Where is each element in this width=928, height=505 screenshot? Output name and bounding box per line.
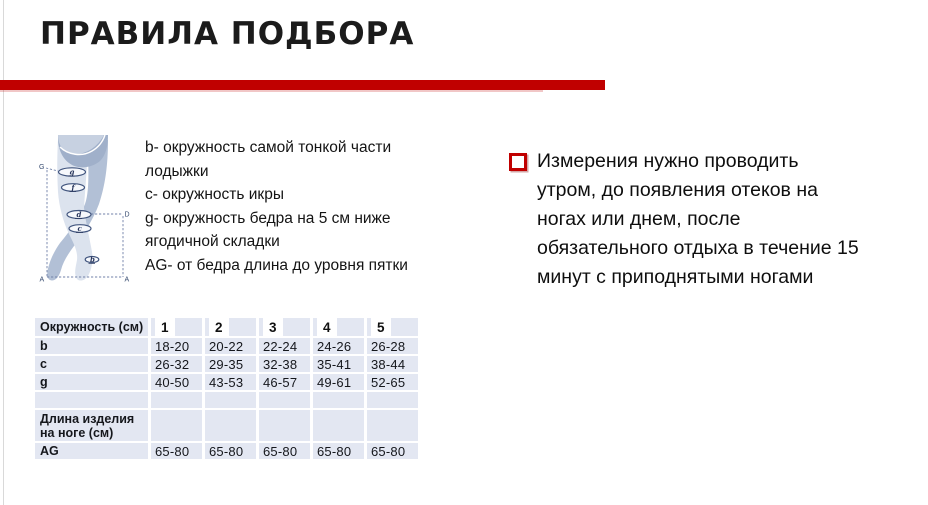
table-cell	[205, 392, 256, 408]
size-number: 2	[209, 318, 229, 336]
page-title: ПРАВИЛА ПОДБОРА	[40, 16, 415, 52]
table-cell	[367, 410, 418, 441]
size-column-header	[313, 318, 364, 336]
table-cell: 40-50	[151, 374, 202, 390]
table-cell	[151, 392, 202, 408]
table-cell: 65-80	[259, 443, 310, 459]
legend-line: AG- от бедра длина до уровня пятки	[145, 256, 408, 274]
table-cell: 26-28	[367, 338, 418, 354]
ring-label-g: g	[69, 167, 75, 177]
table-row-label: b	[35, 338, 148, 354]
legend-line: ягодичной складки	[145, 233, 280, 250]
table-cell: 52-65	[367, 374, 418, 390]
table-cell: 20-22	[205, 338, 256, 354]
table-cell	[259, 410, 310, 441]
table-cell: 35-41	[313, 356, 364, 372]
ring-label-b: b	[90, 255, 95, 264]
note-line: минут с приподнятыми ногами	[537, 266, 814, 288]
measurement-legend	[145, 136, 485, 277]
corner-label-G: G	[39, 164, 45, 171]
table-row-label: g	[35, 374, 148, 390]
legend-line: b- окружность самой тонкой части	[145, 139, 392, 156]
table-cell: 22-24	[259, 338, 310, 354]
leg-measurement-diagram	[35, 133, 140, 290]
title-divider	[0, 80, 605, 90]
legend-line: лодыжки	[145, 162, 209, 180]
size-number: 4	[317, 318, 337, 336]
size-number: 3	[263, 318, 283, 336]
table-row-label: AG	[35, 443, 148, 459]
note-line: утром, до появления отеков на	[537, 179, 818, 201]
table-row-label: c	[35, 356, 148, 372]
size-column-header	[367, 318, 418, 336]
size-column-header	[151, 318, 202, 336]
table-cell: 32-38	[259, 356, 310, 372]
table-cell	[259, 392, 310, 408]
table-cell	[151, 410, 202, 441]
table-cell: 38-44	[367, 356, 418, 372]
red-square-bullet-icon	[509, 153, 527, 171]
note-line: Измерения нужно проводить	[537, 150, 799, 172]
size-number: 5	[371, 318, 391, 336]
corner-label-D: D	[124, 211, 130, 219]
table-cell: 18-20	[151, 338, 202, 354]
ring-label-d: d	[76, 210, 82, 219]
table-cell: 65-80	[151, 443, 202, 459]
size-number: 1	[155, 318, 175, 336]
legend-line: c- окружность икры	[145, 186, 284, 203]
ring-label-f: f	[71, 183, 75, 192]
note-text	[537, 147, 859, 292]
note-line: ногах или днем, после	[537, 208, 741, 230]
table-cell	[313, 392, 364, 408]
corner-label-A-right: A	[124, 276, 130, 284]
table-cell: 46-57	[259, 374, 310, 390]
title-divider-shadow	[0, 90, 543, 92]
note-line: обязательного отдыха в течение 15	[537, 237, 859, 259]
table-header-label: Окружность (см)	[35, 318, 148, 336]
size-column-header	[259, 318, 310, 336]
table-cell	[313, 410, 364, 441]
table-cell: 65-80	[313, 443, 364, 459]
table-cell: 65-80	[205, 443, 256, 459]
guide-g-dash	[46, 168, 58, 171]
table-cell: 49-61	[313, 374, 364, 390]
ring-label-c: c	[77, 224, 82, 233]
corner-label-A-left: A	[39, 276, 45, 284]
measurement-note	[509, 147, 859, 292]
table-cell: 65-80	[367, 443, 418, 459]
legend-line: g- окружность бедра на 5 см ниже	[145, 209, 391, 227]
size-column-header	[205, 318, 256, 336]
slide-left-edge	[3, 0, 4, 505]
table-cell: 29-35	[205, 356, 256, 372]
table-row-label: Длина изделия на ноге (см)	[35, 410, 148, 441]
table-cell	[205, 410, 256, 441]
table-cell	[367, 392, 418, 408]
table-cell: 43-53	[205, 374, 256, 390]
table-row-label	[35, 392, 148, 408]
table-cell: 24-26	[313, 338, 364, 354]
size-table	[35, 318, 418, 459]
table-cell: 26-32	[151, 356, 202, 372]
